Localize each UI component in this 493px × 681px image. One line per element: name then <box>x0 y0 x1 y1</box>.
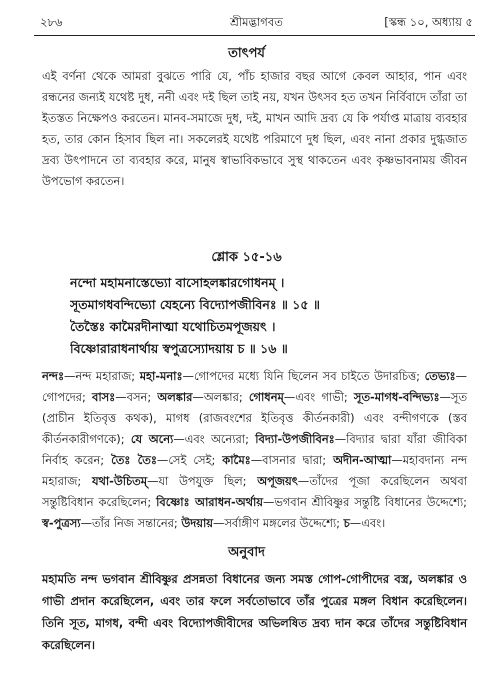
synonym-meaning: —এবং। <box>349 516 386 530</box>
purport-heading: তাৎপর্য <box>228 46 265 61</box>
synonym-term: মহা-মনাঃ <box>139 369 183 383</box>
synonym-term: বিষ্ণোঃ আরাধন-অর্থায় <box>156 495 263 509</box>
synonym-term: যে অন্যে <box>130 432 174 446</box>
synonym-meaning: —গোপদের মধ্যে যিনি ছিলেন সব চাইতে উদারচিত্ত; <box>182 369 425 383</box>
synonym-term: কামৈঃ <box>222 453 251 467</box>
synonym-meaning: —গোপদের; <box>42 369 467 404</box>
synonym-meaning: —নন্দ মহারাজ; <box>64 369 140 383</box>
purport-text: এই বর্ণনা থেকে আমরা বুঝতে পারি যে, পাঁচ হাজার বছর আগে কেবল আহার, পান এবং রন্ধনের জন্যই যথেষ্ট দুধ, ননী এবং দই ছিল তাই নয়, যখন উৎসব হত তখন নির্বিবাদে তাঁরা তা ইতস্তত নিক্ষেপও করতেন। মানব-সমাজে দুধ, দই, মাখন আদি দ্রব্য যে কি পর্যাপ্ত মাত্রায় ব্যবহার হত, তার কোন হিসাব ছিল না। সকলেরই যথেষ্ট পরিমাণে দুধ ছিল, এবং নানা প্রকার দুগ্ধজাত দ্রব্য উৎপাদনে তা ব্যবহার করে, মানুষ স্বাভাবিকভাবে সুস্থ থাকতেন এবং কৃষ্ণভাবনাময় জীবন উপভোগ করতেন। <box>42 69 467 188</box>
synonym-term: অলঙ্কার <box>157 390 193 404</box>
synonym-term: বিদ্যা-উপজীবিনঃ <box>255 432 335 446</box>
translation-heading: অনুবাদ <box>228 545 265 560</box>
synonym-meaning: —ভগবান শ্রীবিষ্ণুর সন্তুষ্টি বিধানের উদ্দেশ্যে; <box>262 495 467 509</box>
synonym-meaning: —বাসনার দ্বারা; <box>250 453 334 467</box>
synonym-meaning: —তাঁদের পূজা করেছিলেন অথবা সন্তুষ্টিবিধান করেছিলেন; <box>42 474 467 509</box>
synonym-term: সূত-মাগধ-বন্দিভ্যঃ <box>353 390 440 404</box>
synonym-term: চ <box>343 516 350 530</box>
header-rule <box>34 35 475 36</box>
running-header <box>40 14 473 34</box>
synonym-meaning: —সেই সেই; <box>156 453 223 467</box>
synonym-term: তেভ্যঃ <box>424 369 456 383</box>
synonym-meaning: —বসন; <box>115 390 158 404</box>
translation-text: মহামতি নন্দ ভগবান শ্রীবিষ্ণুর প্রসন্নতা বিধানের জন্য সমস্ত গোপ-গোপীদের বস্ত্র, অলঙ্কার ও গাভী প্রদান করেছিলেন, এবং তার ফলে সর্বতোভাবে তাঁর পুত্রের মঙ্গল বিধান করেছিলেন। তিনি সূত, মাগধ, বন্দী এবং বিদ্যোপজীবীদের অভিলষিত দ্রব্য দান করে তাঁদের সন্তুষ্টিবিধান করেছিলেন। <box>42 572 467 652</box>
synonym-term: গোধনম্ <box>248 390 284 404</box>
synonym-term: অপূজয়ৎ <box>257 474 298 488</box>
synonym-meaning: —এবং গাভী; <box>283 390 354 404</box>
synonyms-paragraph <box>42 366 467 534</box>
synonym-meaning: —তাঁর নিজ সন্তানের; <box>80 516 182 530</box>
verse-block <box>70 275 453 363</box>
verse-line: তৈস্তৈঃ কামৈরদীনাত্মা যথোচিতমপূজয়ৎ । <box>70 319 276 334</box>
page-number: ২৮৬ <box>40 15 63 29</box>
verse-line: নন্দো মহামনাস্তেভ্যো বাসোহলঙ্কারগোধনম্ । <box>70 275 285 290</box>
synonym-term: স্ব-পুত্রস্য <box>42 516 81 530</box>
synonym-meaning: —সূত (প্রাচীন ইতিবৃত্ত কথক), মাগধ (রাজবংশের ইতিবৃত্ত কীর্তনকারী) এবং বন্দীগণকে (স্তব কীর্তনকারীগণকে); <box>42 390 467 446</box>
synonym-meaning: —সর্বাঙ্গীণ মঙ্গলের উদ্দেশ্যে; <box>212 516 344 530</box>
verse-line: সূতমাগধবন্দিভ্যো যেহন্যে বিদ্যোপজীবিনঃ ॥ ১৫ ॥ <box>70 297 320 312</box>
synonym-meaning: —মহাবদান্য নন্দ মহারাজ; <box>42 453 468 488</box>
synonym-meaning: —এবং অন্যেরা; <box>173 432 256 446</box>
synonym-term: যথা-উচিতম্ <box>91 474 148 488</box>
synonym-meaning: —বিদ্যার দ্বারা যাঁরা জীবিকা নির্বাহ করেন; <box>42 432 467 467</box>
verse-heading: শ্লোক ১৫-১৬ <box>211 250 282 265</box>
chapter-reference: [স্কন্ধ ১০, অধ্যায় ৫ <box>384 15 473 29</box>
synonym-term: উদয়ায় <box>181 516 213 530</box>
synonym-term: বাসঃ <box>92 390 116 404</box>
synonym-meaning: —অলঙ্কার; <box>192 390 249 404</box>
book-title: শ্রীমদ্ভাগবত <box>230 15 283 29</box>
synonym-term: অদীন-আত্মা <box>333 453 392 467</box>
verse-line: বিষ্ণোরারাধনার্থায় স্বপুত্রস্যোদয়ায় চ ॥ ১৬ ॥ <box>70 341 288 356</box>
synonym-term: তৈঃ তৈঃ <box>111 453 157 467</box>
synonym-term: নন্দঃ <box>42 369 65 383</box>
synonym-meaning: —যা উপযুক্ত ছিল; <box>147 474 258 488</box>
